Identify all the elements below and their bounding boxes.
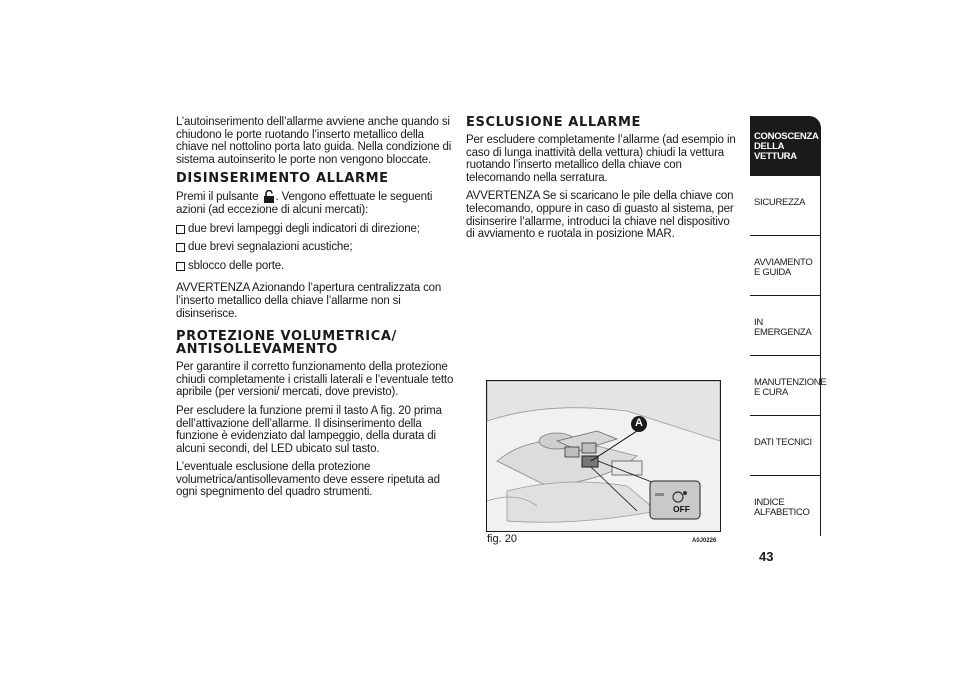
list-item-text: sblocco delle porte. — [188, 259, 285, 272]
figure-code: A0J0226 — [692, 538, 717, 544]
esclusione-paragraph-1: Per escludere completamente l’allarme (ad esempio in caso di lunga inattività della vettura) chiudi la vettura ruotando l’inserto metallico della chiave con telecomando nella serratura. — [466, 134, 736, 184]
tab-avviamento[interactable]: AVVIAMENTO E GUIDA — [750, 236, 821, 296]
dis-pre-text: Premi il pulsante — [176, 191, 259, 204]
right-column — [466, 112, 738, 247]
heading-disinserimento: DISINSERIMENTO ALLARME — [176, 171, 389, 187]
checkbox-bullet-icon — [176, 243, 185, 252]
protezione-paragraph-2: Per escludere la funzione premi il tasto A fig. 20 prima dell’attivazione dell’allarme. Il disinserimento della funzione è evidenziato dal lampeggio, della durata di alcuni secondi, del LED ubicato sul tasto. — [176, 404, 442, 455]
heading-protezione: PROTEZIONE VOLUMETRICA/ ANTISOLLEVAMENTO — [176, 329, 397, 358]
tab-sicurezza[interactable]: SICUREZZA — [750, 176, 821, 236]
avvertenza-paragraph: AVVERTENZA Azionando l’apertura centralizzata con l’inserto metallico della chiave l’allarme non si disinserisce. — [176, 282, 442, 320]
tab-dati-tecnici[interactable]: DATI TECNICI — [750, 416, 821, 476]
callout-a-label: A — [635, 417, 643, 429]
section-tabs — [750, 116, 827, 536]
checkbox-bullet-icon — [176, 262, 185, 271]
protezione-paragraph-3: L’eventuale esclusione della protezione volumetrica/antisollevamento deve essere ripetuta ad ogni spegnimento del quadro strumenti. — [176, 461, 440, 499]
dis-post-text: . Vengono effettuate le seguenti azioni (ad eccezione di alcuni mercati): — [176, 191, 433, 216]
tab-indice[interactable]: INDICE ALFABETICO — [750, 476, 821, 536]
left-column — [176, 116, 454, 505]
page-number: 43 — [759, 549, 774, 564]
list-item — [176, 241, 454, 254]
list-item-text: due brevi lampeggi degli indicatori di direzione; — [188, 222, 420, 235]
figure-20-illustration — [486, 380, 721, 532]
protezione-paragraph-1: Per garantire il corretto funzionamento della protezione chiudi completamente i cristalli laterali e l’eventuale tetto apribile (per versioni/ mercati, dove previsto). — [176, 361, 454, 399]
list-item — [176, 260, 454, 273]
tab-conoscenza[interactable]: CONOSCENZA DELLA VETTURA — [750, 116, 821, 176]
tab-manutenzione[interactable]: MANUTENZIONE E CURA — [750, 356, 821, 416]
tab-emergenza[interactable]: IN EMERGENZA — [750, 296, 821, 356]
disinserimento-paragraph — [176, 190, 454, 216]
heading-esclusione: ESCLUSIONE ALLARME — [466, 115, 642, 130]
unlock-icon — [262, 190, 276, 203]
off-button-label: OFF — [673, 504, 690, 514]
list-item-text: due brevi segnalazioni acustiche; — [188, 241, 353, 254]
figure-caption: fig. 20 — [487, 533, 517, 545]
intro-paragraph: L’autoinserimento dell’allarme avviene anche quando si chiudono le porte ruotando l’inserto metallico della chiave nel nottolino porta lato guida. Nella condizione di sistema autoinserito le porte non vengono bloccate. — [176, 116, 452, 166]
list-item — [176, 223, 454, 236]
checkbox-bullet-icon — [176, 225, 185, 234]
esclusione-paragraph-2: AVVERTENZA Se si scaricano le pile della chiave con telecomando, oppure in caso di guasto al sistema, per disinserire l’allarme, introduci la chiave nel dispositivo di avviamento e ruotala in posizione MAR. — [466, 190, 734, 241]
